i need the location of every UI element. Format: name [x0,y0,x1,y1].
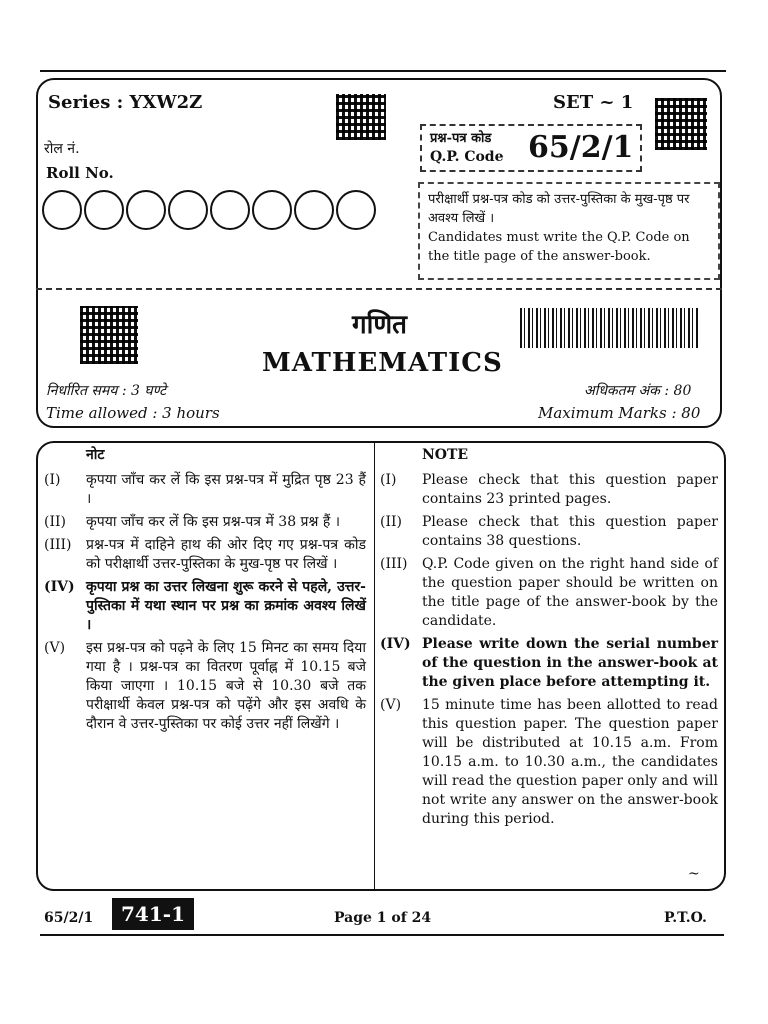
qr-code-right [655,98,707,150]
notes-heading-hindi: नोट [86,447,105,463]
note-item [380,635,718,692]
continuation-mark: ~ [688,866,700,882]
note-number: (III) [380,556,408,572]
roll-number-label: Roll No. [46,164,114,182]
note-text: कृपया जाँच कर लें कि इस प्रश्न-पत्र में 38 प्रश्न हैं । [86,514,341,530]
roll-digit-circle [168,190,208,230]
qp-code-value: 65/2/1 [528,130,634,165]
note-item [380,513,718,551]
note-item-hindi [44,578,366,635]
note-item-hindi [44,639,366,734]
note-text: Q.P. Code given on the right hand side of the question paper should be written on the title page of the answer-book by the candidate. [422,556,718,629]
qp-instruction-english: Candidates must write the Q.P. Code on the title page of the answer-book. [428,230,690,264]
pto-label: P.T.O. [664,910,707,926]
qr-code-left [80,306,138,364]
time-allowed-hindi: निर्धारित समय : 3 घण्टे [46,383,167,399]
note-item-hindi [44,471,366,509]
note-text: Please check that this question paper contains 38 questions. [422,514,718,549]
qp-instruction-hindi: परीक्षार्थी प्रश्न-पत्र कोड को उत्तर-पुस्तिका के मुख-पृष्ठ पर अवश्य लिखें । [428,192,690,226]
time-allowed: Time allowed : 3 hours [46,404,220,422]
roll-number-circles [42,190,378,230]
subject-title: MATHEMATICS [262,348,503,378]
roll-digit-circle [210,190,250,230]
max-marks-hindi: अधिकतम अंक : 80 [584,383,692,399]
note-number: (V) [380,697,402,713]
note-text: Please write down the serial number of the question in the answer-book at the given place before attempting it. [422,636,718,690]
roll-number-label-hindi: रोल नं. [44,141,80,157]
header-divider [36,288,722,290]
roll-digit-circle [336,190,376,230]
note-text: 15 minute time has been allotted to read this question paper. The question paper will be distributed at 10.15 a.m. From 10.15 a.m. to 10.30 a.m., the candidates will read the question paper only and will not write any answer on the answer-book during this period. [422,697,718,827]
footer-rule [40,934,724,936]
notes-english-column [380,446,718,833]
note-number: (II) [44,514,66,530]
note-item-hindi [44,513,366,532]
note-text: कृपया जाँच कर लें कि इस प्रश्न-पत्र में मुद्रित पृष्ठ 23 हैं । [86,472,366,507]
note-text: Please check that this question paper contains 23 printed pages. [422,472,718,507]
barcode [520,308,700,348]
note-text: इस प्रश्न-पत्र को पढ़ने के लिए 15 मिनट का समय दिया गया है । प्रश्न-पत्र का वितरण पूर्वाह्न में 10.15 बजे किया जाएगा । 10.15 बजे से 10.30 बजे तक परीक्षार्थी केवल प्रश्न-पत्र को पढ़ेंगे और इस अवधि के दौरान वे उत्तर-पुस्तिका पर कोई उत्तर नहीं लिखेंगे । [86,640,366,732]
footer-badge: 741-1 [112,898,194,930]
roll-digit-circle [294,190,334,230]
footer-qp-code: 65/2/1 [44,910,94,926]
note-item [380,555,718,631]
notes-heading: NOTE [422,447,469,463]
series-label: Series : YXW2Z [48,92,203,113]
roll-digit-circle [126,190,166,230]
note-item-hindi [44,536,366,574]
note-number: (I) [380,472,397,488]
qr-code-small [336,94,386,140]
note-number: (I) [44,472,61,488]
note-number: (III) [44,537,72,553]
roll-digit-circle [42,190,82,230]
qp-code-label-hindi: प्रश्न-पत्र कोड [430,131,492,146]
note-number: (II) [380,514,402,530]
note-text: प्रश्न-पत्र में दाहिने हाथ की ओर दिए गए प्रश्न-पत्र कोड को परीक्षार्थी उत्तर-पुस्तिका के मुख-पृष्ठ पर लिखें । [86,537,366,572]
roll-digit-circle [84,190,124,230]
note-item [380,471,718,509]
note-text: कृपया प्रश्न का उत्तर लिखना शुरू करने से पहले, उत्तर-पुस्तिका में यथा स्थान पर प्रश्न का क्रमांक अवश्य लिखें । [86,579,366,633]
notes-column-divider [374,443,375,889]
notes-hindi-column [44,446,366,738]
roll-digit-circle [252,190,292,230]
note-number: (IV) [380,636,411,652]
max-marks: Maximum Marks : 80 [538,404,701,422]
note-number: (V) [44,640,66,656]
top-rule [40,70,726,72]
qp-instruction-box [418,182,720,280]
qp-code-label: Q.P. Code [430,149,504,165]
note-number: (IV) [44,579,75,595]
set-label: SET ~ 1 [553,92,634,113]
note-item [380,696,718,829]
subject-title-hindi: गणित [352,310,407,340]
page-number: Page 1 of 24 [334,910,432,926]
